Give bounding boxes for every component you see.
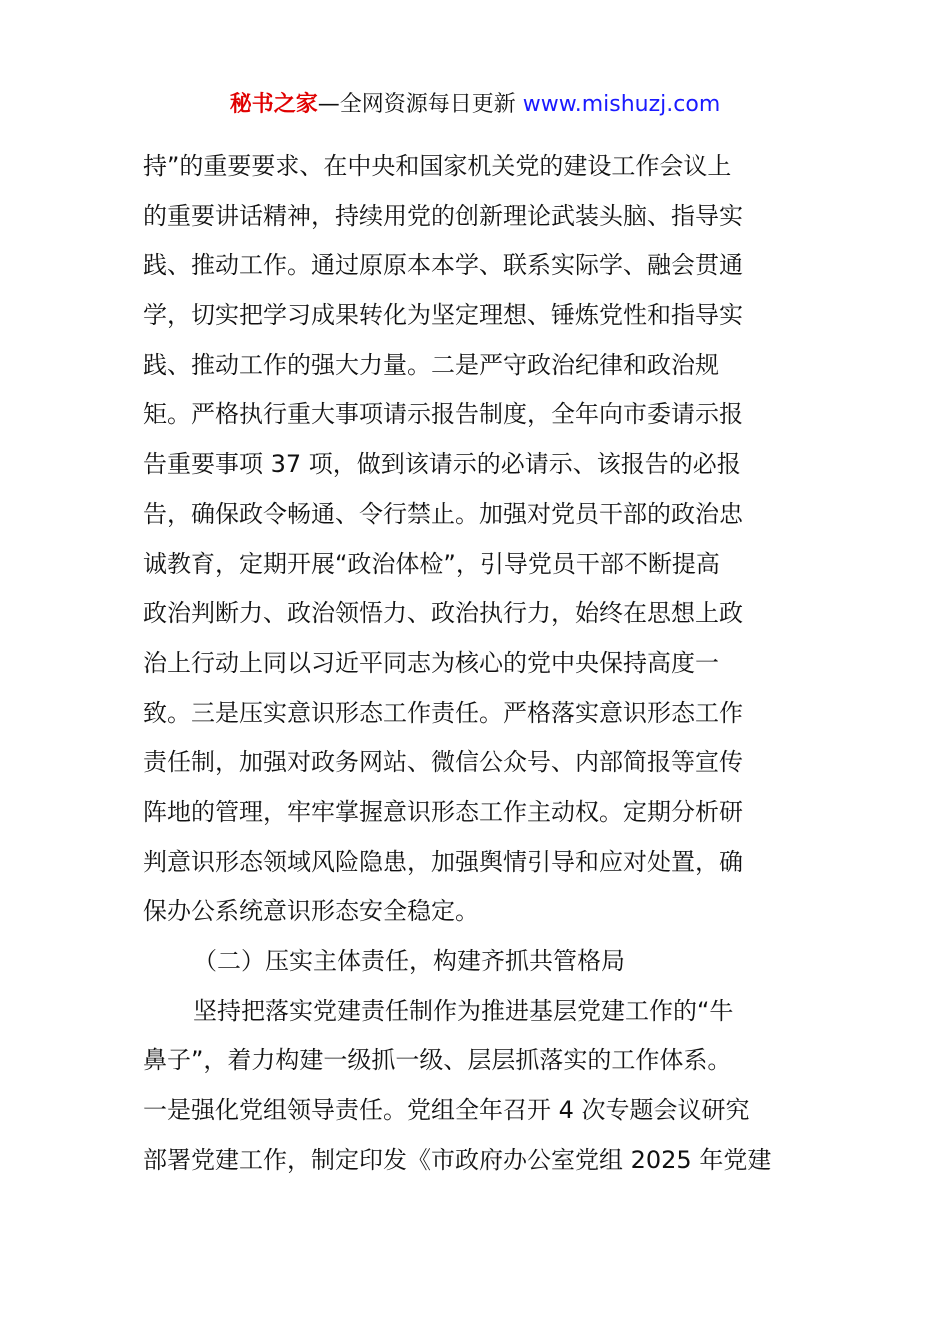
- text-line: 告，确保政令畅通、令行禁止。加强对党员干部的政治忠: [143, 499, 743, 528]
- section-heading: （二）压实主体责任，构建齐抓共管格局: [193, 947, 625, 975]
- text-line: 践、推动工作的强大力量。二是严守政治纪律和政治规: [143, 350, 719, 379]
- text-line: 告重要事项 37 项，做到该请示的必请示、该报告的必报: [143, 450, 741, 479]
- text-line: 的重要讲话精神，持续用党的创新理论武装头脑、指导实: [143, 201, 743, 230]
- text-line: 致。三是压实意识形态工作责任。严格落实意识形态工作: [143, 698, 743, 727]
- text-line: 矩。严格执行重大事项请示报告制度，全年向市委请示报: [143, 400, 743, 429]
- text-line: 一是强化党组领导责任。党组全年召开 4 次专题会议研究: [143, 1096, 750, 1125]
- text-line: 治上行动上同以习近平同志为核心的党中央保持高度一: [143, 648, 719, 677]
- text-line: 学，切实把学习成果转化为坚定理想、锤炼党性和指导实: [143, 301, 743, 330]
- text-line: 诚教育，定期开展“政治体检”，引导党员干部不断提高: [143, 549, 720, 578]
- text-line: 阵地的管理，牢牢掌握意识形态工作主动权。定期分析研: [143, 797, 743, 826]
- brand-name: 秘书之家: [229, 92, 318, 117]
- text-line: 政治判断力、政治领悟力、政治执行力，始终在思想上政: [143, 599, 743, 628]
- site-header: [0, 88, 950, 122]
- site-url-link[interactable]: www.mishuzj.com: [522, 92, 721, 117]
- text-line: 保办公系统意识形态安全稳定。: [143, 897, 479, 926]
- text-line: 部署党建工作，制定印发《市政府办公室党组 2025 年党建: [143, 1145, 772, 1174]
- document-body: [143, 142, 807, 1185]
- text-line: 坚持把落实党建责任制作为推进基层党建工作的“牛: [193, 996, 734, 1025]
- text-line: 判意识形态领域风险隐患，加强舆情引导和应对处置，确: [143, 847, 743, 876]
- text-line: 鼻子”，着力构建一级抓一级、层层抓落实的工作体系。: [143, 1046, 732, 1075]
- text-line: 持”的重要要求、在中央和国家机关党的建设工作会议上: [143, 152, 732, 180]
- text-line: 责任制，加强对政务网站、微信公众号、内部简报等宣传: [143, 748, 743, 777]
- text-line: 践、推动工作。通过原原本本学、联系实际学、融会贯通: [143, 251, 743, 280]
- header-tagline: —全网资源每日更新: [317, 92, 523, 117]
